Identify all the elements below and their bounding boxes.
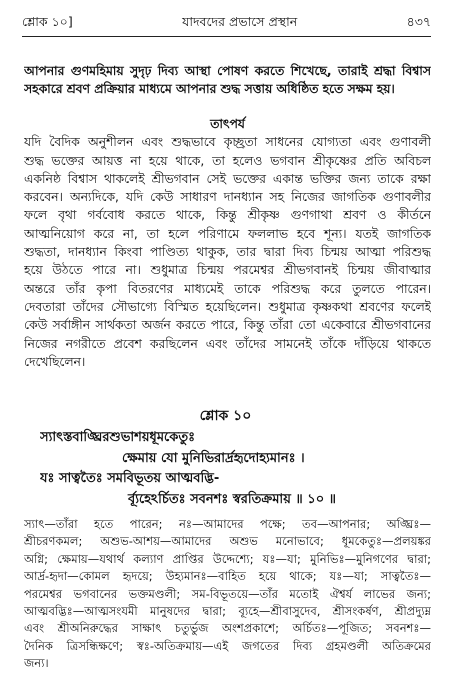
text-line: অন্তরে তাঁর কৃপা বিতরণের মাধ্যমেই তাকে পরিশুদ্ধ করে তুলতে পারেন। [24, 281, 431, 296]
synonym-line: শ্রীচরণকমল; অশুভ-আশয়—আমাদের অশুভ মনোভাবে; ধূমকেতুঃ—প্রলয়ঙ্কর [24, 534, 431, 549]
verse-line: যঃ সাত্বতৈঃ সমবিভূতয় আত্মবদ্ভি- [40, 471, 220, 486]
synonym-line: অগ্নি; ক্ষেমায়—যথার্থ কল্যাণ প্রাপ্তির উদ্দেশ্যে; যঃ—যা; মুনিভিঃ—মুনিগণের দ্বারা; [24, 551, 431, 566]
text-line: হয়ে উঠতে পারে না। শুধুমাত্র চিন্ময় পরমেশ্বর শ্রীভগবানই চিন্ময় জীবাত্মার [24, 263, 431, 278]
text-line: যদি বৈদিক অনুশীলন এবং শুদ্ধভাবে কৃচ্ছ্রতা সাধনের যোগ্যতা এবং গুণাবলী [24, 135, 431, 150]
text-line: আত্মনিয়োগ করে না, তা হলে পরিণামে ফললাভ হবে শূন্য। যতই জাগতিক [24, 226, 431, 241]
text-line: নিজের নগরীতে প্রবেশ করছিলেন এবং তাঁদের সামনেই তাঁকে দাঁড়িয়ে থাকতে [24, 336, 431, 351]
translation-paragraph [24, 62, 431, 99]
header-page-number: ৪৩৭ [406, 14, 431, 29]
word-for-word-synonyms [24, 516, 431, 673]
text-line: সহকারে শ্রবণ প্রক্রিয়ার মাধ্যমে আপনার শুদ্ধ সত্তায় অধিষ্ঠিত হতে সক্ষম হয়। [24, 82, 395, 97]
verse-line: স্যাৎস্তবাঙ্ঘ্রিরশুভাশয়ধূমকেতুঃ [40, 430, 196, 445]
text-line: একনিষ্ঠ বিশ্বাস থাকলেই শ্রীভগবান সেই ভক্তের একান্ত ভক্তির জন্য তাকে রক্ষা [24, 171, 431, 186]
text-line: আপনার গুণমহিমায় সুদৃঢ় দিব্য আস্থা পোষণ করতে শিখেছে, তারাই শ্রদ্ধা বিশ্বাস [24, 64, 431, 78]
text-line: দেখেছিলেন। [24, 354, 86, 369]
page-header [22, 10, 431, 37]
synonym-line: দৈনিক ত্রিসন্ধিক্ষণে; স্বঃ-অতিক্রমায়—এই জগতের দিব্য গ্রহমণ্ডলী অতিক্রমের [24, 638, 431, 653]
text-line: ফলে বৃথা গর্ববোধ করতে থাকে, কিন্তু শ্রীকৃষ্ণ গুণগাথা শ্রবণ ও কীর্তনে [24, 208, 431, 223]
synonym-line: জন্য। [24, 656, 49, 671]
verse-line: ক্ষেমায় যো মুনিভিরার্দ্রহৃদোহ্যমানঃ । [122, 450, 305, 466]
text-line: শুদ্ধ ভক্তের আয়ত্ত না হয়ে থাকে, তা হলেও ভগবান শ্রীকৃষ্ণের প্রতি অবিচল [24, 153, 431, 168]
synonym-line: এবং শ্রীঅনিরুদ্ধের সাক্ষাৎ চতুর্ভুজ অংশপ্রকাশে; অর্চিতঃ—পূজিত; সবনশঃ— [24, 621, 431, 636]
purport-section [24, 115, 431, 371]
text-line: করবেন। অন্যদিকে, যদি কেউ সাধারণ দানধ্যান সহ নিজের জাগতিক গুণাবলীর [24, 190, 431, 205]
synonym-line: স্যাৎ—তাঁরা হতে পারেন; নঃ—আমাদের পক্ষে; তব—আপনার; অঙ্ঘ্রিঃ— [24, 517, 431, 531]
synonym-line: পরমেশ্বর ভগবানের ভক্তমণ্ডলী; সম-বিভূতয়ে—তাঁর মতোই ঐশ্বর্য লাভের জন্য; [24, 586, 431, 601]
text-line: দেবতারা তাঁদের সৌভাগ্যে বিস্মিত হয়েছিলেন। শুধুমাত্র কৃষ্ণকথা শ্রবণের ফলেই [24, 299, 431, 314]
sanskrit-verse [40, 428, 431, 510]
synonym-line: আর্দ্র-হৃদা—কোমল হৃদয়ে; উহ্যমানঃ—বাহিত হয়ে থাকে; যঃ—যা; সাত্বতৈঃ— [24, 569, 431, 584]
text-line: শুদ্ধতা, দানধ্যান কিংবা পাণ্ডিত্য থাকুক, তার দ্বারা দিব্য চিন্ময় আত্মা পরিশুদ্ধ [24, 245, 431, 260]
purport-title: তাৎপর্য [210, 117, 245, 131]
verse-heading: শ্লোক ১০ [199, 408, 252, 424]
header-verse-ref: শ্লোক ১০] [22, 14, 73, 29]
text-line: কেউ সর্বাঙ্গীন সার্থকতা অর্জন করতে পারে, কিন্তু তাঁরা তো একেবারে শ্রীভগবানের [24, 318, 431, 333]
verse-line: র্ব্যূহেঽর্চিতঃ সবনশঃ স্বরতিক্রমায় ॥ ১০ ॥ [128, 491, 337, 507]
synonym-line: আত্মবদ্ভিঃ—আত্মসংযমী মানুষদের দ্বারা; ব্যূহে—শ্রীবাসুদেব, শ্রীসংকর্ষণ, শ্রীপ্রদ্যুম্ন [24, 603, 431, 618]
header-chapter-title: যাদবদের প্রভাসে প্রস্থান [182, 14, 298, 29]
